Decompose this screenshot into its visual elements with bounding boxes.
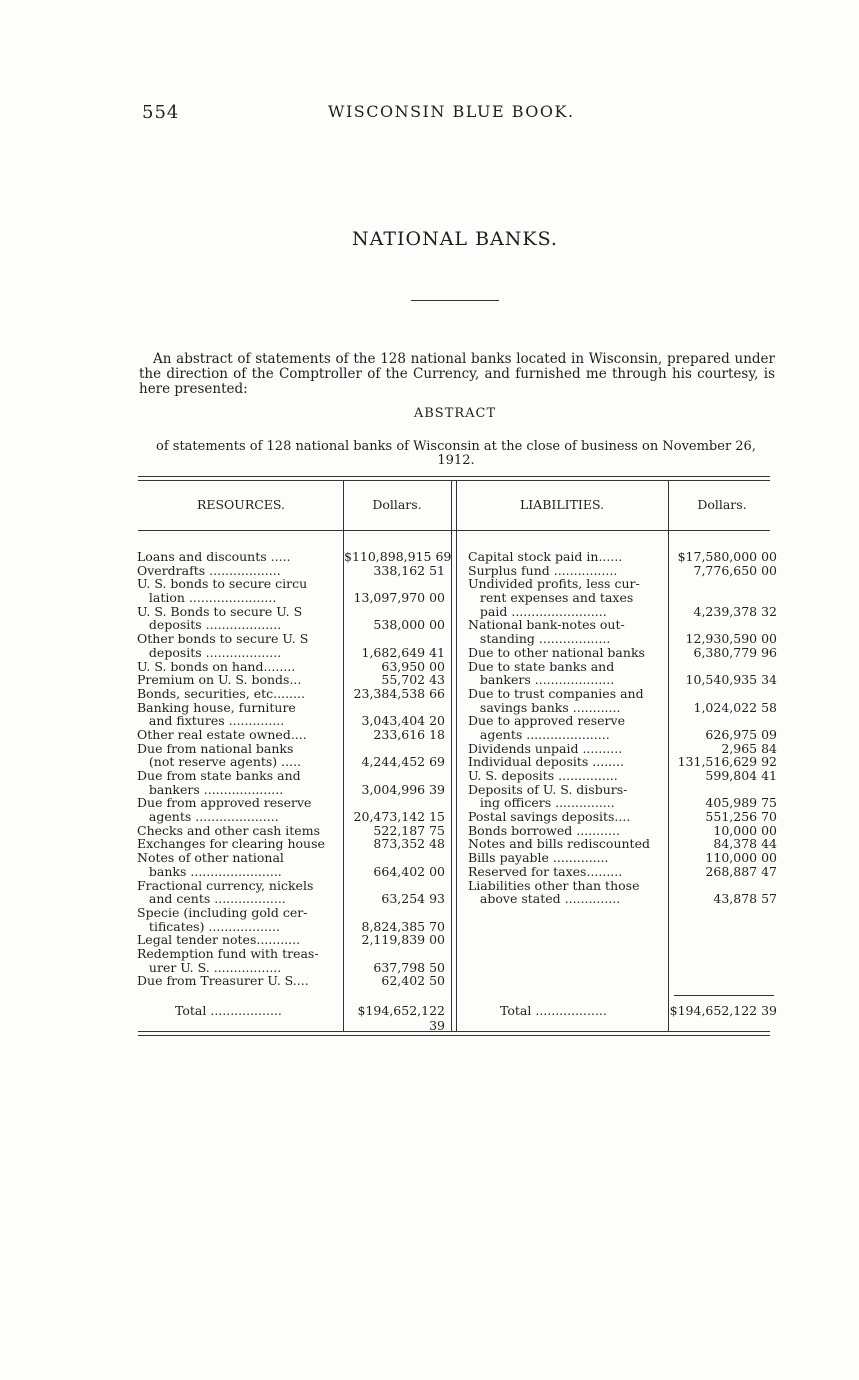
liability-value: 2,965 84	[721, 740, 777, 756]
resources-label-column	[137, 550, 343, 988]
liability-value: 10,540,935 34	[685, 672, 777, 688]
column-divider-2a	[451, 481, 452, 1031]
resource-value: 20,473,142 15	[353, 809, 445, 825]
resource-line: Other real estate owned....	[137, 726, 307, 742]
resource-value: 538,000 00	[373, 617, 445, 633]
resource-line: U. S. bonds to secure circu	[137, 576, 308, 592]
resource-value	[344, 742, 445, 756]
liability-line: above stated ..............	[468, 891, 621, 907]
liability-value	[669, 660, 777, 674]
liability-value: 1,024,022 58	[693, 699, 777, 715]
liability-value: 6,380,779 96	[693, 644, 777, 660]
abstract-heading: ABSTRACT	[413, 406, 497, 421]
resource-line: agents .....................	[137, 809, 279, 825]
liability-value: 110,000 00	[705, 850, 777, 866]
resource-line: Due from national banks	[137, 740, 294, 756]
liability-line: ing officers ...............	[468, 795, 615, 811]
liabilities-label-column	[468, 550, 668, 906]
resources-total-value: $194,652,122 39	[357, 1003, 445, 1033]
resource-value: 13,097,970 00	[353, 590, 445, 606]
resource-line: and fixtures ..............	[137, 713, 285, 729]
liabilities-value-column	[669, 550, 777, 906]
liabilities-total-label: Total ..................	[500, 1003, 607, 1018]
liability-line: standing ..................	[468, 631, 611, 647]
liability-line: Individual deposits ........	[468, 754, 625, 770]
resource-value	[344, 577, 445, 591]
table-bottom-rule-2	[138, 1035, 770, 1036]
resource-value	[344, 879, 445, 893]
liability-line: savings banks ............	[468, 699, 621, 715]
resource-value: 63,254 93	[381, 891, 445, 907]
resource-line: Banking house, furniture	[137, 699, 296, 715]
intro-paragraph: An abstract of statements of the 128 national banks located in Wisconsin, prepared under the direction of the Comptroller of the Currency, and furnished me through his courtesy, is here presented:	[139, 351, 775, 397]
liability-line: Due to approved reserve	[468, 713, 625, 729]
liability-line: bankers ....................	[468, 672, 615, 688]
liability-line: agents .....................	[468, 726, 610, 742]
resource-value: 2,119,839 00	[361, 932, 445, 948]
resource-value: 3,043,404 20	[361, 713, 445, 729]
resource-value	[344, 769, 445, 783]
resource-value	[344, 632, 445, 646]
liability-line: Deposits of U. S. disburs-	[468, 781, 628, 797]
page-number: 554	[142, 102, 180, 123]
resource-value: 522,187 75	[373, 822, 445, 838]
resource-line: Other bonds to secure U. S	[137, 631, 309, 647]
liability-value: 12,930,590 00	[685, 631, 777, 647]
resource-value: 23,384,538 66	[353, 685, 445, 701]
resource-line: Fractional currency, nickels	[137, 877, 314, 893]
liability-line: Capital stock paid in......	[468, 549, 623, 564]
resource-line: deposits ...................	[137, 617, 282, 633]
liabilities-dollars-header: Dollars.	[697, 497, 747, 512]
liabilities-sum-rule	[674, 995, 774, 996]
liability-line: Undivided profits, less cur-	[468, 576, 640, 592]
liability-line: National bank-notes out-	[468, 617, 625, 633]
resource-value: $110,898,915 69	[344, 549, 452, 564]
resources-header: RESOURCES.	[196, 497, 286, 512]
liabilities-total-value: $194,652,122 39	[669, 1003, 777, 1018]
liability-value	[669, 879, 777, 893]
resources-value-column	[344, 549, 452, 989]
resources-dollars-header: Dollars.	[372, 497, 422, 512]
liability-value: 599,804 41	[705, 768, 777, 783]
resource-value: 4,244,452 69	[361, 754, 445, 770]
liability-line: Due to trust companies and	[468, 685, 644, 701]
table-top-rule-2	[138, 480, 770, 481]
liability-line: Notes and bills rediscounted	[468, 836, 650, 852]
resource-line: urer U. S. .................	[137, 959, 282, 975]
liability-value: 4,239,378 32	[693, 603, 777, 619]
resource-value: 873,352 48	[373, 836, 445, 852]
resource-line: lation ......................	[137, 590, 277, 606]
liability-value: 405,989 75	[705, 795, 777, 811]
resource-line: Bonds, securities, etc........	[137, 685, 305, 701]
resource-value	[344, 605, 445, 619]
resource-line: Overdrafts ..................	[137, 562, 281, 578]
title-rule	[411, 300, 499, 301]
liability-line: Dividends unpaid ..........	[468, 740, 623, 756]
resource-line: Specie (including gold cer-	[137, 904, 308, 920]
header-bottom-rule	[138, 530, 770, 531]
resource-value: 1,682,649 41	[361, 644, 445, 660]
resource-line: Notes of other national	[137, 850, 284, 866]
resource-line: (not reserve agents) .....	[137, 754, 302, 770]
resource-line: Legal tender notes...........	[137, 932, 301, 948]
resource-line: Checks and other cash items	[137, 822, 320, 838]
liability-value	[669, 687, 777, 701]
resource-line: bankers ....................	[137, 781, 284, 797]
column-divider-2b	[456, 481, 457, 1031]
liability-line: Postal savings deposits....	[468, 809, 631, 825]
liability-line: paid ........................	[468, 603, 607, 619]
resource-line: Due from approved reserve	[137, 795, 312, 811]
liability-value: 626,975 09	[705, 726, 777, 742]
liabilities-header: LIABILITIES.	[519, 497, 605, 512]
resource-value: 664,402 00	[373, 863, 445, 879]
liability-line: Bills payable ..............	[468, 850, 609, 866]
liability-value	[669, 577, 777, 591]
resource-value	[344, 796, 445, 810]
resource-line: U. S. Bonds to secure U. S	[137, 603, 303, 619]
resource-line: Loans and discounts .....	[137, 549, 291, 564]
resources-total-label: Total ..................	[175, 1003, 282, 1018]
liability-line: Due to other national banks	[468, 644, 645, 660]
resource-line: Exchanges for clearing house	[137, 836, 325, 852]
resource-value: 637,798 50	[373, 959, 445, 975]
liability-value	[669, 714, 777, 728]
resource-value	[344, 851, 445, 865]
liability-value	[669, 591, 777, 605]
resource-value: 3,004,996 39	[361, 781, 445, 797]
resource-line: Due from state banks and	[137, 768, 301, 783]
liability-value: $17,580,000 00	[677, 549, 777, 564]
liability-value: 84,378 44	[713, 836, 777, 852]
resource-line: deposits ...................	[137, 644, 282, 660]
liability-line: rent expenses and taxes	[468, 590, 634, 606]
liability-value: 7,776,650 00	[693, 562, 777, 578]
liability-line: U. S. deposits ...............	[468, 768, 618, 783]
liability-value: 10,000 00	[713, 822, 777, 838]
resource-value: 55,702 43	[381, 672, 445, 688]
resource-line: U. S. bonds on hand........	[137, 658, 296, 674]
resource-value	[344, 947, 445, 961]
liability-value	[669, 618, 777, 632]
liability-line: Reserved for taxes.........	[468, 863, 623, 879]
resource-value: 338,162 51	[373, 562, 445, 578]
page-title: NATIONAL BANKS.	[352, 228, 558, 250]
liability-line: Due to state banks and	[468, 658, 615, 674]
liability-line: Surplus fund ................	[468, 562, 618, 578]
liability-value: 551,256 70	[705, 809, 777, 825]
resource-line: and cents ..................	[137, 891, 286, 907]
resource-value	[344, 701, 445, 715]
resource-value: 62,402 50	[381, 973, 445, 989]
liability-value: 268,887 47	[705, 863, 777, 879]
liability-value	[669, 783, 777, 797]
resource-line: Premium on U. S. bonds...	[137, 672, 302, 688]
resource-value: 63,950 00	[381, 658, 445, 674]
abstract-subheading: of statements of 128 national banks of Wisconsin at the close of business on November 26, 1912.	[156, 439, 756, 468]
resource-value	[344, 906, 445, 920]
liability-line: Bonds borrowed ...........	[468, 822, 620, 838]
resource-value: 233,616 18	[373, 726, 445, 742]
resource-line: Due from Treasurer U. S....	[137, 973, 309, 989]
resource-line: banks .......................	[137, 863, 282, 879]
liability-value: 131,516,629 92	[677, 754, 777, 770]
running-title: WISCONSIN BLUE BOOK.	[328, 102, 575, 121]
liability-line: Liabilities other than those	[468, 877, 640, 893]
resource-line: Redemption fund with treas-	[137, 945, 319, 961]
resource-value: 8,824,385 70	[361, 918, 445, 934]
liability-value: 43,878 57	[713, 891, 777, 907]
resource-line: tificates) ..................	[137, 918, 280, 934]
table-top-rule-1	[138, 476, 770, 477]
table-bottom-rule-1	[138, 1031, 770, 1032]
